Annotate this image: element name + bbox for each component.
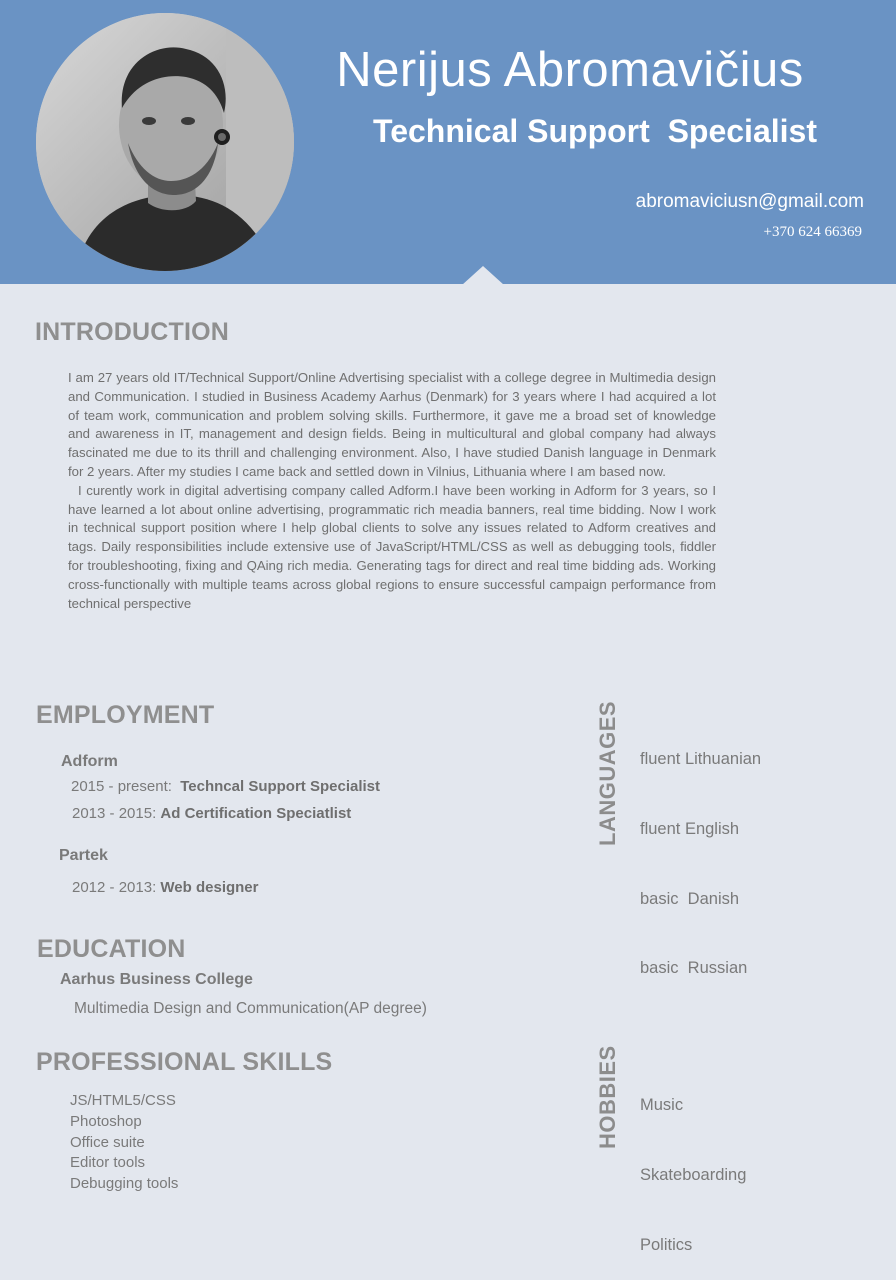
job-entry [72, 805, 351, 822]
introduction-text [68, 369, 716, 613]
job-period: 2012 - 2013: [72, 879, 161, 896]
hobbies-heading: HOBBIES [595, 1045, 620, 1149]
education-degree: Multimedia Design and Communication(AP degree) [74, 1000, 427, 1017]
candidate-name: Nerijus Abromavičius [336, 43, 804, 97]
hobby-item: Music [640, 1096, 684, 1115]
hobby-item: Skateboarding [640, 1166, 747, 1185]
introduction-paragraph-2: I curently work in digital advertising company called Adform.I have been working in Adform for 3 years, so I have learned a lot about online advertising, programmatic rich meadia banners, real time bidding. Now I work in technical support position where I help global clients to solve any issues related to Adform creatives and tags. Daily responsibilities include extensive use of JavaScript/HTML/CSS as well as debugging tools, fiddler for troubleshooting, fixing and QAing rich media. Generating tags for direct and real time bidding ads. Working cross-functionally with multiple teams across global regions to ensure successful campaign performance from technical perspective [68, 482, 716, 611]
company-partek: Partek [59, 847, 108, 864]
skill-item: Debugging tools [70, 1175, 179, 1193]
languages-list [640, 702, 761, 1004]
job-period: 2013 - 2015: [72, 805, 161, 822]
education-school: Aarhus Business College [60, 971, 253, 988]
contact-email[interactable]: abromaviciusn@gmail.com [635, 191, 864, 212]
contact-phone[interactable]: +370 624 66369 [763, 224, 862, 240]
skills-list [70, 1091, 178, 1195]
job-role: Web designer [160, 879, 259, 896]
introduction-heading: INTRODUCTION [35, 318, 230, 346]
language-item: fluent English [640, 820, 740, 839]
job-role: Techncal Support Specialist [180, 778, 381, 795]
languages-heading: LANGUAGES [595, 700, 620, 846]
hobbies-list [640, 1048, 746, 1280]
employment-heading: EMPLOYMENT [36, 701, 215, 729]
company-adform: Adform [61, 753, 118, 770]
job-entry [72, 879, 259, 896]
skill-item: Editor tools [70, 1154, 146, 1172]
job-period: 2015 - present: [71, 778, 181, 795]
language-item: basic Danish [640, 889, 740, 908]
profile-photo [36, 13, 294, 271]
introduction-paragraph-1: I am 27 years old IT/Technical Support/Online Advertising specialist with a college degree in Multimedia design and Communication. I studied in Business Academy Aarhus (Denmark) for 3 years where I had acquired a lot of team work, communication and problem solving skills. Furthermore, it gave me a broad set of knowledge and awareness in IT, management and design fields. Being in multicultural and global company had always fascinated me due to its thrill and challenging environment. Also, I have studied Danish language in Denmark for 2 years. After my studies I came back and settled down in Vilnius, Lithuania where I am based now. [68, 370, 716, 479]
education-heading: EDUCATION [37, 935, 186, 963]
candidate-title: Technical Support Specialist [373, 113, 817, 149]
job-role: Ad Certification Speciatlist [160, 805, 352, 822]
skill-item: Office suite [70, 1133, 145, 1151]
skill-item: JS/HTML5/CSS [70, 1092, 176, 1109]
hobby-item: Politics [640, 1235, 693, 1254]
language-item: basic Russian [640, 959, 748, 978]
language-item: fluent Lithuanian [640, 750, 762, 769]
skills-heading: PROFESSIONAL SKILLS [36, 1048, 333, 1076]
header-notch [462, 266, 504, 285]
job-entry [71, 778, 380, 795]
skill-item: Photoshop [70, 1112, 142, 1130]
profile-photo-illustration [36, 13, 294, 271]
